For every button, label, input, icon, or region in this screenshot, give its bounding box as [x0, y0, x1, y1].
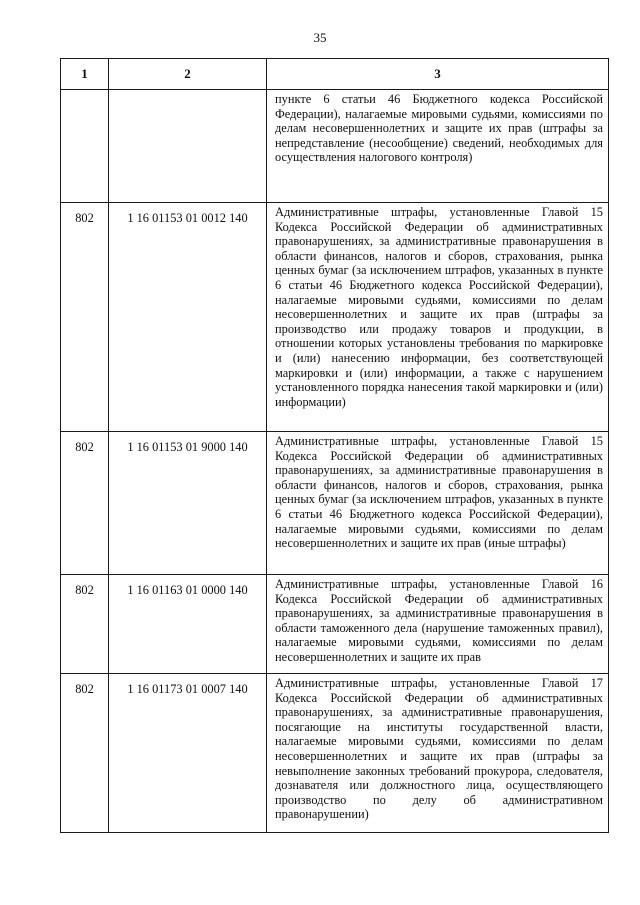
admin-code-cell: 802	[61, 575, 109, 674]
table-row	[61, 90, 609, 203]
kbk-code-cell: 1 16 01173 01 0007 140	[109, 674, 267, 833]
header-col-2: 2	[109, 59, 267, 90]
admin-code-cell: 802	[61, 674, 109, 833]
table-row	[61, 575, 609, 674]
budget-classification-table	[60, 58, 609, 833]
admin-code-cell: 802	[61, 432, 109, 575]
admin-code-cell	[61, 90, 109, 203]
description-cell: Административные штрафы, установленные Главой 15 Кодекса Российской Федерации об административных правонарушениях, за административные правонарушения в области финансов, налогов и сборов, страхования, рынка ценных бумаг (за исключением штрафов, указанных в пункте 6 статьи 46 Бюджетного кодекса Российской Федерации), налагаемые мировыми судьями, комиссиями по делам несовершеннолетних и защите их прав (иные штрафы)	[267, 432, 609, 575]
table-row	[61, 203, 609, 432]
kbk-code-cell: 1 16 01153 01 0012 140	[109, 203, 267, 432]
kbk-code-cell: 1 16 01153 01 9000 140	[109, 432, 267, 575]
kbk-code-cell: 1 16 01163 01 0000 140	[109, 575, 267, 674]
table-row	[61, 674, 609, 833]
table-row	[61, 432, 609, 575]
admin-code-cell: 802	[61, 203, 109, 432]
kbk-code-cell	[109, 90, 267, 203]
header-col-3: 3	[267, 59, 609, 90]
page-number: 35	[313, 30, 327, 45]
header-col-1: 1	[61, 59, 109, 90]
table-header-row	[61, 59, 609, 90]
description-cell: Административные штрафы, установленные Главой 17 Кодекса Российской Федерации об административных правонарушениях, за административные правонарушения, посягающие на институты государственной власти, налагаемые мировыми судьями, комиссиями по делам несовершеннолетних и защите их прав (штрафы за невыполнение законных требований прокурора, следователя, дознавателя или должностного лица, осуществляющего производство по делу об административном правонарушении)	[267, 674, 609, 833]
description-cell: пункте 6 статьи 46 Бюджетного кодекса Российской Федерации), налагаемые мировыми судьями, комиссиями по делам несовершеннолетних и защите их прав (штрафы за непредставление (несообщение) сведений, необходимых для осуществления налогового контроля)	[267, 90, 609, 203]
description-cell: Административные штрафы, установленные Главой 15 Кодекса Российской Федерации об административных правонарушениях, за административные правонарушения в области финансов, налогов и сборов, страхования, рынка ценных бумаг (за исключением штрафов, указанных в пункте 6 статьи 46 Бюджетного кодекса Российской Федерации), налагаемые мировыми судьями, комиссиями по делам несовершеннолетних и защите их прав (штрафы за производство или продажу товаров и продукции, в отношении которых установлены требования по маркировке и (или) нанесению информации, без соответствующей маркировки и (или) информации, а также с нарушением установленного порядка нанесения такой маркировки и (или) информации)	[267, 203, 609, 432]
description-cell: Административные штрафы, установленные Главой 16 Кодекса Российской Федерации об административных правонарушениях, за административные правонарушения в области таможенного дела (нарушение таможенных правил), налагаемые мировыми судьями, комиссиями по делам несовершеннолетних и защите их прав	[267, 575, 609, 674]
